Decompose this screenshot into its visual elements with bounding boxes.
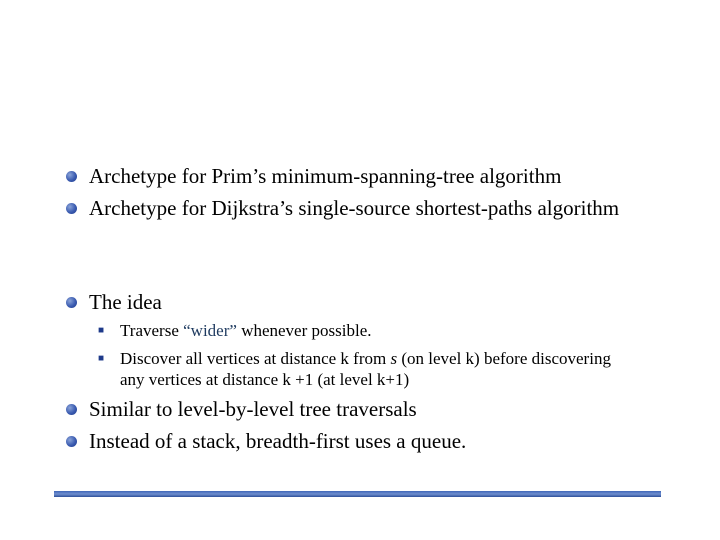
bullet-dot-icon bbox=[66, 404, 77, 415]
bottom-divider bbox=[54, 491, 661, 497]
highlight-word: “wider” bbox=[183, 321, 237, 340]
bullet-text: Instead of a stack, breadth-first uses a queue. bbox=[89, 429, 467, 453]
bullet-dot-icon bbox=[66, 297, 77, 308]
bullet-text: Archetype for Prim’s minimum-spanning-tree algorithm bbox=[89, 164, 562, 188]
text-after: whenever possible. bbox=[236, 321, 372, 340]
square-bullet-icon: ■ bbox=[98, 353, 105, 364]
sub-bullet-text bbox=[120, 348, 611, 390]
bullet-text: Similar to level-by-level tree traversals bbox=[89, 397, 417, 421]
text-before: Traverse bbox=[120, 321, 184, 340]
sub-bullet-text bbox=[120, 320, 372, 341]
text-line2: any vertices at distance k +1 (at level k+1) bbox=[120, 370, 410, 389]
square-bullet-icon: ■ bbox=[98, 325, 105, 336]
text-before: Discover all vertices at distance k from bbox=[120, 349, 391, 368]
bullet-text: Archetype for Dijkstra’s single-source shortest-paths algorithm bbox=[89, 196, 620, 220]
bullet-dot-icon bbox=[66, 203, 77, 214]
bullet-dot-icon bbox=[66, 171, 77, 182]
bullet-dot-icon bbox=[66, 436, 77, 447]
bullet-text: The idea bbox=[89, 290, 162, 314]
variable-s: s bbox=[390, 349, 398, 368]
text-after: (on level k) before discovering bbox=[397, 349, 611, 368]
